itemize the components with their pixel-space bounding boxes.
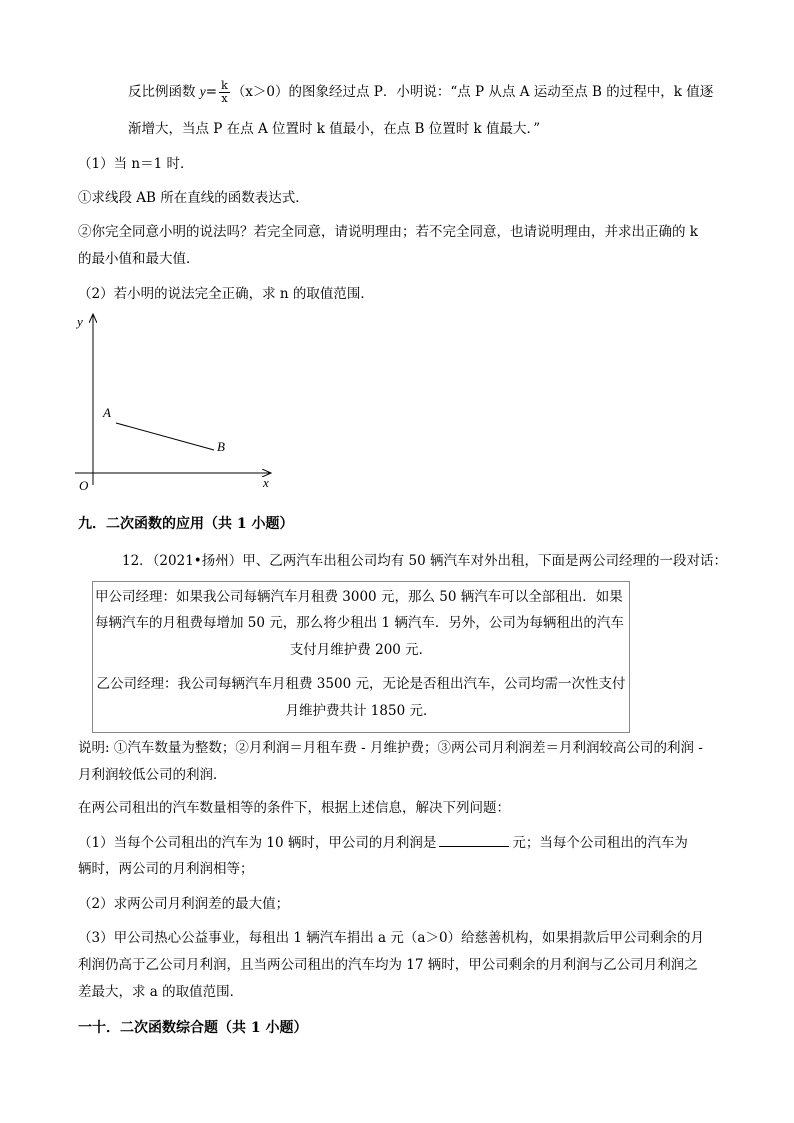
question-1-part-b-line-2: 的最小值和最大值．	[78, 251, 200, 267]
question-1: （1）当 n＝1 时．	[78, 156, 194, 172]
fraction-denominator: x	[221, 92, 228, 105]
part-1-text-b: 元；当每个公司租出的汽车为	[512, 835, 688, 851]
fraction-k-over-x	[219, 80, 230, 105]
segment-ab	[116, 423, 214, 450]
dialogue-line-4: 乙公司经理：我公司每辆汽车月租费 3500 元，无论是否租出汽车，公司均需一次性支付	[96, 676, 626, 692]
question-1-part-b-line-1: ②你完全同意小明的说法吗？若完全同意，请说明理由；若不完全同意，也请说明理由，并求出正确的 k	[78, 224, 698, 240]
part-1-line-2: 辆时，两公司的月利润相等；	[78, 861, 254, 877]
question-2: （2）若小明的说法完全正确，求 n 的取值范围．	[78, 286, 374, 302]
part-2: （2）求两公司月利润差的最大值；	[78, 896, 290, 912]
part-3-line-3: 差最大，求 a 的取值范围．	[78, 984, 244, 1000]
x-axis-label: x	[263, 475, 269, 490]
part-1-text-a: （1）当每个公司租出的汽车为 10 辆时，甲公司的月利润是	[78, 835, 437, 851]
condition-statement: 在两公司租出的汽车数量相等的条件下，根据上述信息，解决下列问题：	[78, 800, 510, 816]
note-line-2: 月利润较低公司的利润．	[78, 767, 227, 783]
origin-label: O	[79, 478, 89, 493]
note-line-1: 说明: ①汽车数量为整数；②月利润＝月租车费 - 月维护费；③两公司月利润差＝月利润较高公司的利润 -	[78, 740, 703, 756]
fraction-numerator: k	[221, 79, 228, 92]
dialogue-line-1: 甲公司经理：如果我公司每辆汽车月租费 3000 元，那么 50 辆汽车可以全部租出．如果	[95, 589, 623, 605]
part-3-line-1: （3）甲公司热心公益事业，每租出 1 辆汽车捐出 a 元（a＞0）给慈善机构，如果捐款后甲公司剩余的月	[78, 930, 705, 946]
dialogue-line-5: 月维护费共计 1850 元．	[285, 703, 437, 719]
manager-dialogue-box	[92, 581, 630, 733]
intro-line-2: 渐增大，当点 P 在点 A 位置时 k 值最小，在点 B 位置时 k 值最大．”	[128, 121, 541, 137]
y-axis-label: y	[77, 314, 83, 329]
section-10-heading: 一十．二次函数综合题（共 1 小题）	[78, 1020, 308, 1036]
point-b-label: B	[217, 439, 225, 454]
intro-y-variable: y	[199, 84, 206, 99]
intro-equals: =	[205, 84, 218, 100]
intro-text-b: （x＞0）的图象经过点 P．小明说：“点 P 从点 A 运动至点 B 的过程中，k 值逐	[231, 84, 714, 100]
problem-12-statement: 12．（2021•扬州）甲、乙两汽车出租公司均有 50 辆汽车对外出租，下面是两公司经理的一段对话：	[122, 553, 728, 569]
coordinate-figure	[70, 305, 280, 495]
section-9-heading: 九．二次函数的应用（共 1 小题）	[78, 516, 294, 532]
answer-blank[interactable]	[439, 832, 509, 847]
intro-line-1	[128, 80, 724, 105]
part-3-line-2: 利润仍高于乙公司月利润，且当两公司租出的汽车均为 17 辆时，甲公司剩余的月利润与乙公司月利润之	[78, 957, 698, 973]
question-1-part-a: ①求线段 AB 所在直线的函数表达式．	[78, 190, 309, 206]
dialogue-line-2: 每辆汽车的月租费每增加 50 元，那么将少租出 1 辆汽车．另外，公司为每辆租出的汽车	[95, 615, 624, 631]
intro-text-a: 反比例函数	[128, 84, 200, 100]
dialogue-line-3: 支付月维护费 200 元．	[289, 642, 433, 658]
point-a-label: A	[103, 405, 111, 420]
part-1-line-1	[78, 832, 724, 853]
